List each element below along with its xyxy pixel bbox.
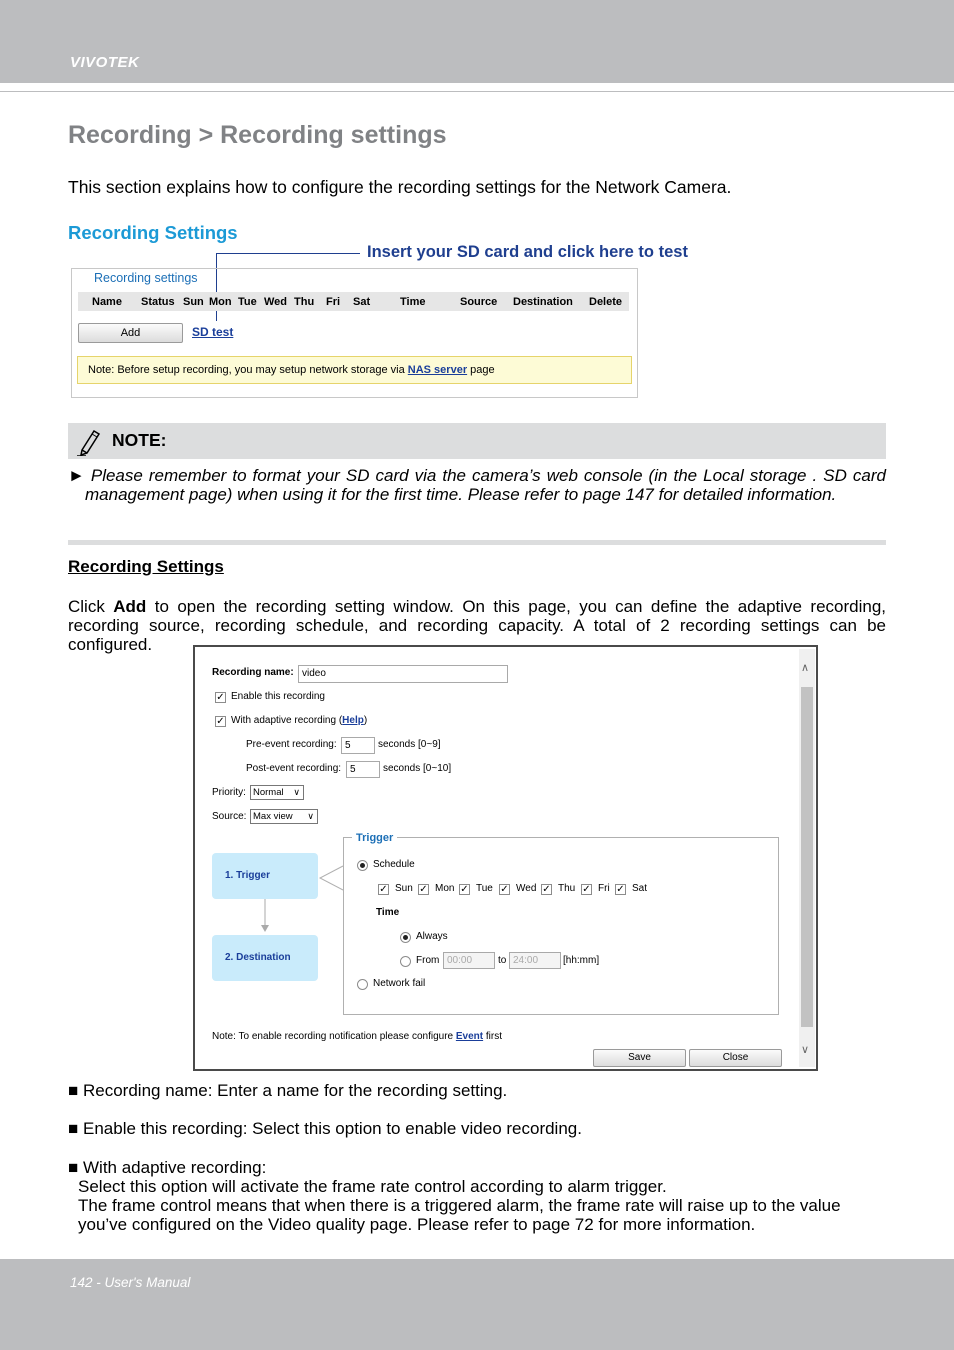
panel-legend: Recording settings xyxy=(90,271,202,285)
column-header: Sat xyxy=(353,296,371,308)
chevron-up-icon[interactable]: ∧ xyxy=(801,662,810,674)
trigger-legend: Trigger xyxy=(352,832,397,844)
column-header: Source xyxy=(460,296,498,308)
help-link[interactable]: Help xyxy=(342,715,364,726)
time-label: Time xyxy=(376,907,400,918)
pencil-icon xyxy=(74,426,104,456)
enable-recording-checkbox[interactable]: ✓ xyxy=(216,692,225,703)
schedule-label: Schedule xyxy=(373,859,415,870)
to-time-input[interactable]: 24:00 xyxy=(509,952,561,969)
arrow-down-icon xyxy=(260,899,270,933)
bullet-adaptive-line: Select this option will activate the frame rate control according to alarm trigger. xyxy=(78,1177,667,1196)
adaptive-recording-label xyxy=(231,715,367,726)
priority-value: Normal xyxy=(253,787,284,798)
column-header: Destination xyxy=(513,296,573,308)
note-title: NOTE: xyxy=(112,430,167,450)
to-label: to xyxy=(498,955,507,966)
sub-heading: Recording Settings xyxy=(68,557,224,576)
schedule-radio[interactable] xyxy=(357,860,368,871)
event-note-text: Note: To enable recording notification please configure xyxy=(212,1031,456,1042)
adaptive-text: ) xyxy=(363,715,368,726)
column-header: Time xyxy=(400,296,426,308)
column-header: Mon xyxy=(209,296,232,308)
source-label: Source: xyxy=(212,811,247,822)
page-footer xyxy=(0,1259,954,1350)
paragraph-text: Click xyxy=(68,597,114,616)
enable-recording-label: Enable this recording xyxy=(231,691,325,702)
chevron-down-icon: ∨ xyxy=(307,811,314,821)
from-time-input[interactable]: 00:00 xyxy=(443,952,495,969)
column-header: Status xyxy=(141,296,175,308)
section-heading: Recording Settings xyxy=(68,222,238,243)
always-label: Always xyxy=(416,931,448,942)
pointer-icon xyxy=(318,860,344,894)
pre-event-unit: seconds [0~9] xyxy=(378,739,441,750)
step-destination[interactable]: 2. Destination xyxy=(212,935,318,981)
always-radio[interactable] xyxy=(400,932,411,943)
header-rule xyxy=(0,91,954,92)
callout-line xyxy=(216,253,360,254)
day-checkbox[interactable]: ✓ xyxy=(419,884,428,895)
paragraph-text: to open the recording setting window. On this page, you can define the adaptive recording, recording source, recording schedule, and recording capacity. A total of 2 recording settings can be configured. xyxy=(68,597,886,654)
scroll-thumb[interactable] xyxy=(801,687,813,1027)
bullet-recording-name: ■ Recording name: Enter a name for the recording setting. xyxy=(68,1081,508,1100)
nas-note xyxy=(77,356,632,384)
column-header: Fri xyxy=(326,296,341,308)
chevron-down-icon[interactable]: ∨ xyxy=(801,1044,810,1056)
network-fail-radio[interactable] xyxy=(357,979,368,990)
day-label: Fri xyxy=(598,883,610,894)
close-button[interactable]: Close xyxy=(689,1049,782,1067)
adaptive-text: With adaptive recording ( xyxy=(231,715,343,726)
day-label: Sun xyxy=(395,883,413,894)
step-trigger[interactable]: 1. Trigger xyxy=(212,853,318,899)
post-event-input[interactable]: 5 xyxy=(346,761,380,778)
divider xyxy=(68,540,886,545)
column-header: Tue xyxy=(238,296,257,308)
adaptive-recording-checkbox[interactable]: ✓ xyxy=(216,716,225,727)
nas-note-text: Note: Before setup recording, you may setup network storage via xyxy=(88,364,408,376)
event-note-text: first xyxy=(483,1031,502,1042)
from-radio[interactable] xyxy=(400,956,411,967)
chevron-down-icon: ∨ xyxy=(293,787,300,797)
day-label: Wed xyxy=(516,883,537,894)
save-button[interactable]: Save xyxy=(593,1049,686,1067)
note-bar xyxy=(68,423,886,459)
day-checkbox[interactable]: ✓ xyxy=(460,884,469,895)
page-title: Recording > Recording settings xyxy=(68,121,447,149)
day-label: Tue xyxy=(476,883,493,894)
sd-test-callout: Insert your SD card and click here to test xyxy=(367,243,688,261)
pre-event-input[interactable]: 5 xyxy=(341,737,375,754)
day-label: Thu xyxy=(558,883,576,894)
day-label: Sat xyxy=(632,883,648,894)
priority-select[interactable] xyxy=(250,785,304,800)
recording-setting-window xyxy=(193,645,818,1071)
note-text: ► Please remember to format your SD card via the camera’s web console (in the Local storage . SD card management page) when using it for the first time. Please refer to page 147 for detailed information. xyxy=(68,466,886,504)
add-button[interactable]: Add xyxy=(78,323,183,343)
column-header: Name xyxy=(92,296,122,308)
event-link[interactable]: Event xyxy=(455,1031,484,1042)
day-checkbox[interactable]: ✓ xyxy=(500,884,509,895)
intro-text: This section explains how to configure the recording settings for the Network Camera. xyxy=(68,177,732,197)
bullet-adaptive-line: The frame control means that when there is a triggered alarm, the frame rate will raise up to the value you’ve configured on the Video quality page. Please refer to page 72 for more information. xyxy=(78,1196,841,1234)
day-checkbox[interactable]: ✓ xyxy=(616,884,625,895)
post-event-unit: seconds [0~10] xyxy=(383,763,452,774)
nas-server-link[interactable]: NAS server xyxy=(407,364,468,376)
column-header: Delete xyxy=(589,296,623,308)
column-header: Sun xyxy=(183,296,204,308)
brand-logo: VIVOTEK xyxy=(70,54,140,71)
source-select[interactable] xyxy=(250,809,318,824)
bullet-adaptive-title: ■ With adaptive recording: xyxy=(68,1158,267,1177)
day-checkbox[interactable]: ✓ xyxy=(582,884,591,895)
time-format-hint: [hh:mm] xyxy=(563,955,600,966)
footer-page-label: 142 - User's Manual xyxy=(70,1275,191,1290)
bullet-adaptive-body xyxy=(78,1177,888,1234)
recording-name-input[interactable]: video xyxy=(298,665,508,683)
column-header-bar xyxy=(78,292,629,311)
pre-event-label: Pre-event recording: xyxy=(246,739,337,750)
post-event-label: Post-event recording: xyxy=(246,763,342,774)
bullet-enable-recording: ■ Enable this recording: Select this option to enable video recording. xyxy=(68,1119,582,1138)
network-fail-label: Network fail xyxy=(373,978,426,989)
column-header: Thu xyxy=(294,296,315,308)
source-value: Max view xyxy=(253,811,293,822)
nas-note-text: page xyxy=(467,364,495,376)
event-note xyxy=(212,1031,502,1042)
page-header xyxy=(0,0,954,83)
sd-test-link[interactable]: SD test xyxy=(192,325,234,339)
recording-name-label: Recording name: xyxy=(212,667,294,678)
day-label: Mon xyxy=(435,883,455,894)
priority-label: Priority: xyxy=(212,787,246,798)
day-checkbox[interactable]: ✓ xyxy=(542,884,551,895)
column-header: Wed xyxy=(264,296,288,308)
paragraph-bold: Add xyxy=(113,597,147,616)
day-checkbox[interactable]: ✓ xyxy=(379,884,388,895)
from-label: From xyxy=(416,955,440,966)
